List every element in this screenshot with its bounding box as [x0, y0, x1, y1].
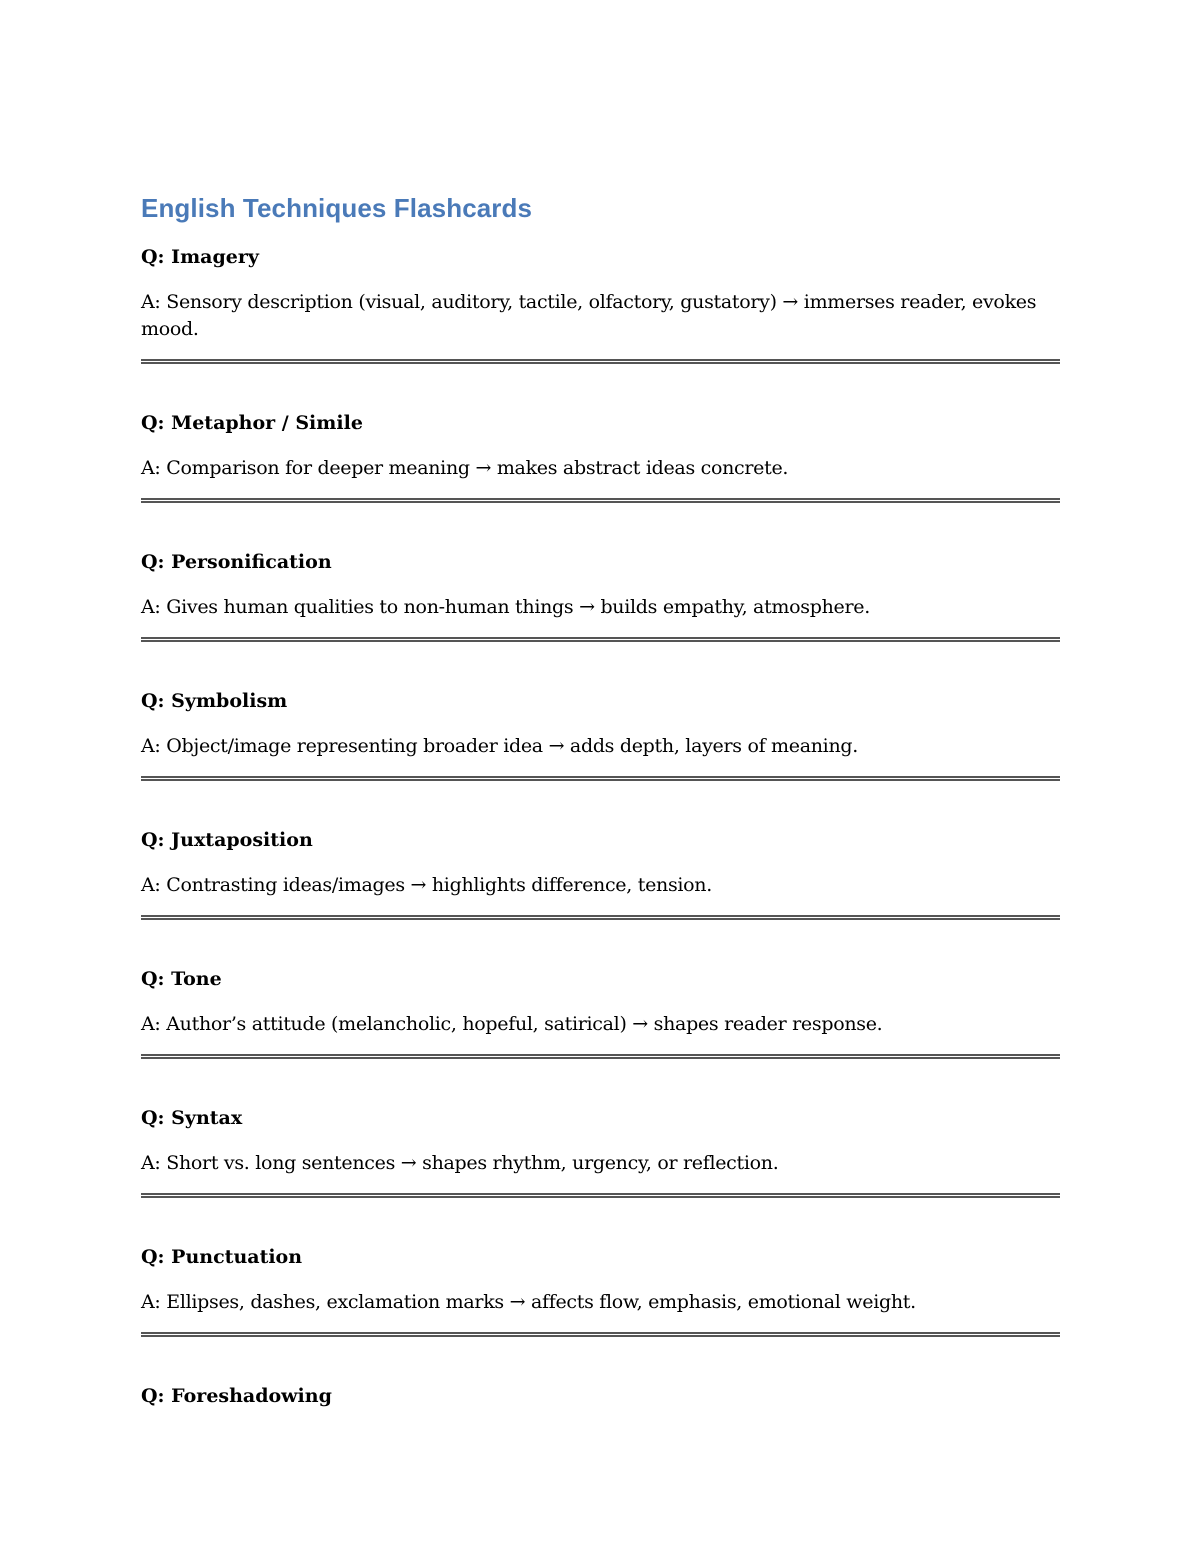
flashcard: [141, 244, 1060, 343]
flashcard: [141, 410, 1060, 482]
flashcard-question: Q: Foreshadowing: [141, 1385, 332, 1407]
document-title: English Techniques Flashcards: [141, 193, 533, 223]
flashcard: [141, 549, 1060, 621]
flashcard-question: Q: Symbolism: [141, 690, 288, 712]
flashcard-question: Q: Punctuation: [141, 1246, 303, 1268]
flashcard-answer: A: Object/image representing broader idea → adds depth, layers of meaning.: [141, 735, 859, 757]
flashcard-answer: A: Comparison for deeper meaning → makes abstract ideas concrete.: [141, 457, 789, 479]
flashcard: [141, 966, 1060, 1038]
flashcard-question: Q: Tone: [141, 968, 222, 990]
flashcard: [141, 688, 1060, 760]
flashcard-question: Q: Personification: [141, 551, 332, 573]
document-body: [141, 186, 1060, 1409]
flashcard-answer: A: Contrasting ideas/images → highlights difference, tension.: [141, 874, 712, 896]
flashcard-question: Q: Juxtaposition: [141, 829, 313, 851]
flashcard-answer: A: Short vs. long sentences → shapes rhythm, urgency, or reflection.: [141, 1152, 779, 1174]
flashcard: [141, 1383, 1060, 1409]
flashcard-question: Q: Metaphor / Simile: [141, 412, 363, 434]
flashcard-answer: A: Ellipses, dashes, exclamation marks → affects flow, emphasis, emotional weight.: [141, 1291, 916, 1313]
flashcard: [141, 1105, 1060, 1177]
flashcard: [141, 1244, 1060, 1316]
flashcard-question: Q: Syntax: [141, 1107, 243, 1129]
flashcard-answer: A: Gives human qualities to non-human things → builds empathy, atmosphere.: [141, 596, 870, 618]
flashcard: [141, 827, 1060, 899]
flashcard-answer: A: Author’s attitude (melancholic, hopeful, satirical) → shapes reader response.: [141, 1013, 883, 1035]
flashcard-question: Q: Imagery: [141, 246, 259, 268]
flashcard-answer: A: Sensory description (visual, auditory, tactile, olfactory, gustatory) → immerses reader, evokes mood.: [141, 291, 1037, 340]
